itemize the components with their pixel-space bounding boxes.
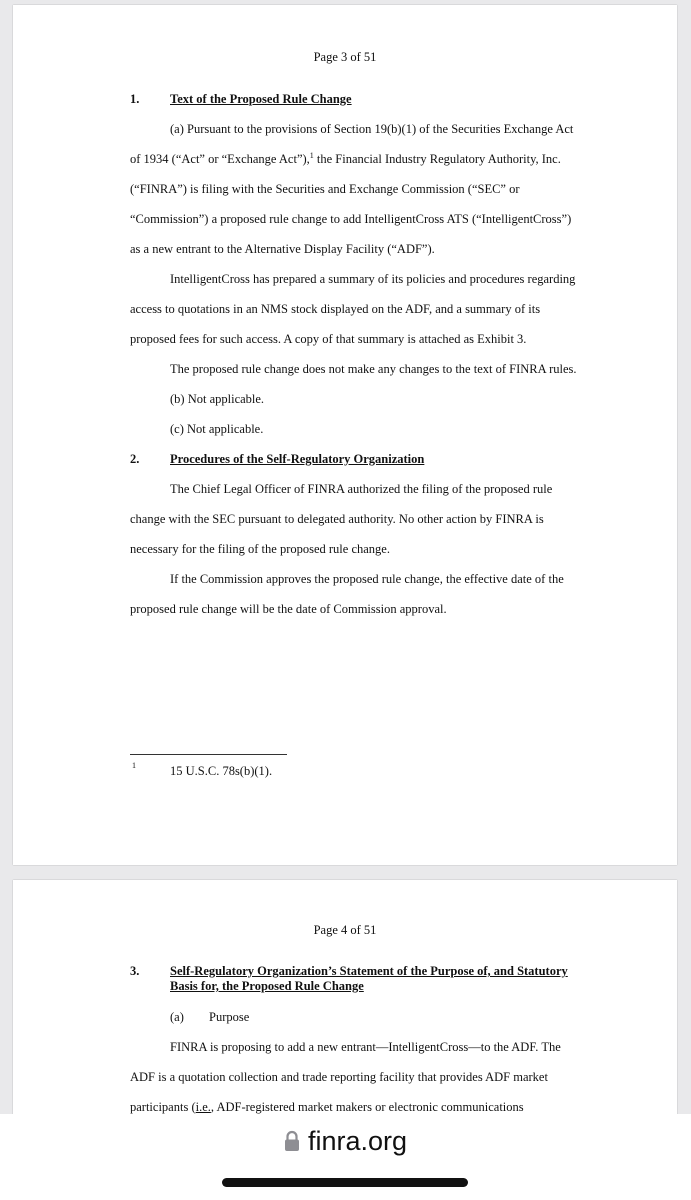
text-line: as a new entrant to the Alternative Display Facility (“ADF”).: [130, 242, 435, 256]
section-number: 2.: [130, 452, 140, 466]
browser-address-bar[interactable]: [0, 1114, 691, 1200]
section-heading: Text of the Proposed Rule Change: [170, 92, 352, 106]
url-text[interactable]: finra.org: [307, 1126, 408, 1156]
text-line: access to quotations in an NMS stock displayed on the ADF, and a summary of its: [130, 302, 541, 316]
text-line: (“FINRA”) is filing with the Securities and Exchange Commission (“SEC” or: [130, 182, 520, 196]
text-line: (a) Pursuant to the provisions of Section 19(b)(1) of the Securities Exchange Act: [170, 122, 574, 136]
home-indicator[interactable]: [222, 1178, 468, 1187]
text-line: proposed rule change will be the date of Commission approval.: [130, 602, 447, 616]
text-span: i.e.: [195, 1100, 211, 1114]
subsection-label: (a): [170, 1010, 184, 1024]
text-line: ADF is a quotation collection and trade reporting facility that provides ADF market: [130, 1070, 548, 1084]
text-line: [130, 1100, 524, 1114]
text-span: participants (: [130, 1100, 196, 1114]
text-line: The proposed rule change does not make any changes to the text of FINRA rules.: [170, 362, 577, 376]
text-line: change with the SEC pursuant to delegated authority. No other action by FINRA is: [130, 512, 544, 526]
text-line: FINRA is proposing to add a new entrant—IntelligentCross—to the ADF. The: [170, 1040, 561, 1054]
page-number: Page 4 of 51: [313, 923, 377, 937]
text-line: The Chief Legal Officer of FINRA authorized the filing of the proposed rule: [170, 482, 553, 496]
text-line: [130, 152, 561, 167]
footnote-reference[interactable]: 1: [309, 151, 314, 160]
footnote-divider: [130, 754, 287, 755]
section-heading: Procedures of the Self-Regulatory Organization: [170, 452, 425, 466]
text-span: , ADF-registered market makers or electronic communications: [210, 1100, 524, 1114]
text-line: proposed fees for such access. A copy of that summary is attached as Exhibit 3.: [130, 332, 527, 346]
text-line: (c) Not applicable.: [170, 422, 264, 436]
text-span: of 1934 (“Act” or “Exchange Act”),: [130, 152, 310, 166]
subsection-title: Purpose: [209, 1010, 250, 1024]
page-number: Page 3 of 51: [313, 50, 377, 64]
section-number: 3.: [130, 964, 140, 978]
footnote-text: 15 U.S.C. 78s(b)(1).: [170, 764, 273, 778]
text-span: the Financial Industry Regulatory Authority, Inc.: [313, 152, 561, 166]
text-line: (b) Not applicable.: [170, 392, 265, 406]
section-heading: Basis for, the Proposed Rule Change: [170, 979, 364, 993]
text-line: “Commission”) a proposed rule change to add IntelligentCross ATS (“IntelligentCross”): [130, 212, 572, 226]
section-number: 1.: [130, 92, 140, 106]
text-line: If the Commission approves the proposed rule change, the effective date of the: [170, 572, 564, 586]
text-line: IntelligentCross has prepared a summary of its policies and procedures regarding: [170, 272, 576, 286]
footnote-mark: 1: [132, 761, 136, 770]
document-page-4: [13, 880, 677, 1114]
document-page-3: [13, 5, 677, 865]
url-display[interactable]: [0, 1126, 691, 1159]
section-heading: Self-Regulatory Organization’s Statement of the Purpose of, and Statutory: [170, 964, 568, 978]
lock-icon: [284, 1128, 300, 1159]
text-line: necessary for the filing of the proposed rule change.: [130, 542, 390, 556]
